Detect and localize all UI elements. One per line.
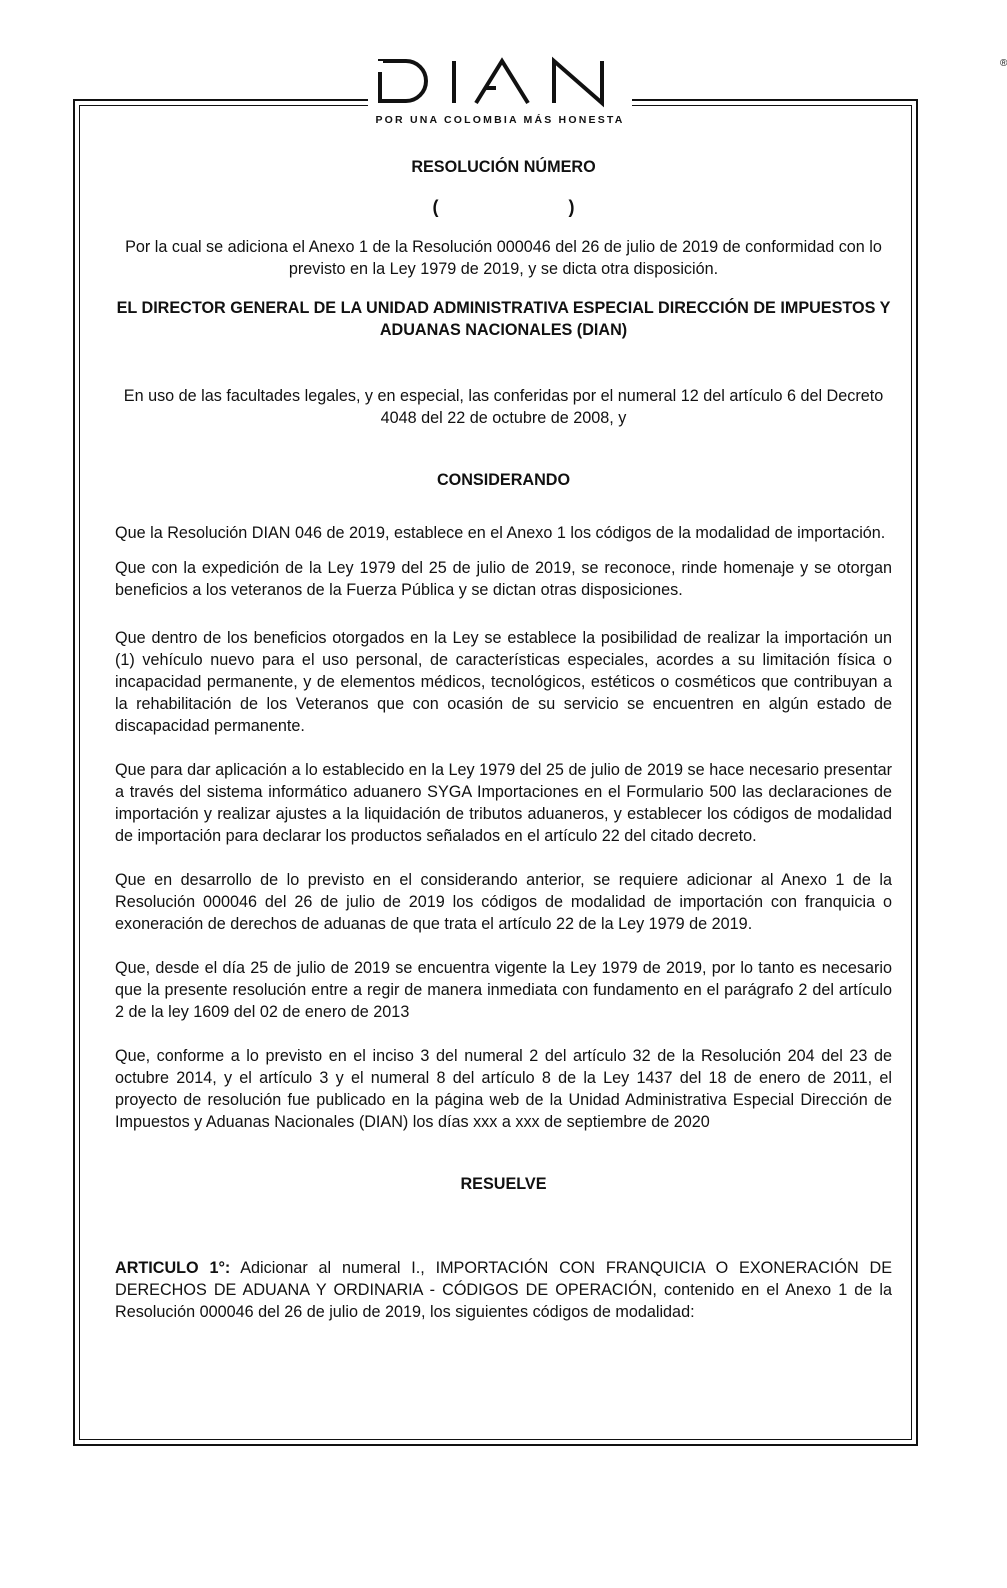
article-1-label: ARTICULO 1°:: [115, 1259, 231, 1277]
resolves-title: RESUELVE: [460, 1175, 547, 1193]
dian-wordmark-icon: [376, 58, 632, 106]
issuing-authority: EL DIRECTOR GENERAL DE LA UNIDAD ADMINISTRATIVA ESPECIAL DIRECCIÓN DE IMPUESTOS Y ADUANAS NACIONALES (DIAN): [116, 299, 891, 339]
consideration-5: Que en desarrollo de lo previsto en el considerando anterior, se requiere adicionar al Anexo 1 de la Resolución 000046 del 26 de julio de 2019 los códigos de modalidad de importación con franquicia o exoneración de derechos de aduanas de que trata el artículo 22 de la Ley 1979 de 2019.: [115, 871, 892, 933]
consideration-7: Que, conforme a lo previsto en el inciso 3 del numeral 2 del artículo 32 de la Resolución 204 del 23 de octubre 2014, y el artículo 3 y el numeral 8 del artículo 8 de la Ley 1437 del 18 de enero de 2011, el proyecto de resolución fue publicado en la página web de la Unidad Administrativa Especial Dirección de Impuestos y Aduanas Nacionales (DIAN) los días xxx a xxx de septiembre de 2020: [115, 1047, 892, 1131]
legal-powers: En uso de las facultades legales, y en especial, las conferidas por el numeral 12 del artículo 6 del Decreto 4048 del 22 de octubre de 2008, y: [123, 387, 884, 427]
resolution-label: RESOLUCIÓN NÚMERO: [411, 158, 596, 176]
registered-mark: ®: [1000, 58, 1007, 69]
article-1-text: Adicionar al numeral I., IMPORTACIÓN CON FRANQUICIA O EXONERACIÓN DE DERECHOS DE ADUANA Y ORDINARIA - CÓDIGOS DE OPERACIÓN, contenido en el Anexo 1 de la Resolución 000046 del 26 de julio de 2019, los siguientes códigos de modalidad:: [115, 1259, 892, 1321]
document-body: [115, 150, 892, 1323]
article-1: [115, 1257, 892, 1323]
consideration-3: Que dentro de los beneficios otorgados en la Ley se establece la posibilidad de realizar la importación un (1) vehículo nuevo para el uso personal, de características especiales, acordes a su limitación física o incapacidad permanente, y de elementos médicos, tecnológicos, estéticos o cosméticos que contribuyan a la rehabilitación de los Veteranos que con ocasión de su servicio se encuentren en algún estado de discapacidad permanente.: [115, 629, 892, 735]
resolution-subject: Por la cual se adiciona el Anexo 1 de la Resolución 000046 del 26 de julio de 2019 de conformidad con lo previsto en la Ley 1979 de 2019, y se dicta otra disposición.: [125, 238, 882, 278]
paren-close: ): [568, 197, 575, 217]
consideration-6: Que, desde el día 25 de julio de 2019 se encuentra vigente la Ley 1979 de 2019, por lo tanto es necesario que la presente resolución entre a regir de manera inmediata con fundamento en el parágrafo 2 del artículo 2 de la ley 1609 del 02 de enero de 2013: [115, 959, 892, 1021]
paren-open: (: [432, 197, 439, 217]
consideration-1: Que la Resolución DIAN 046 de 2019, establece en el Anexo 1 los códigos de la modalidad de importación.: [115, 524, 886, 542]
considering-title: CONSIDERANDO: [436, 471, 571, 489]
consideration-4: Que para dar aplicación a lo establecido en la Ley 1979 del 25 de julio de 2019 se hace necesario presentar a través del sistema informático aduanero SYGA Importaciones en el Formulario 500 las declaraciones de importación y realizar ajustes a la liquidación de tributos aduaneros, y establecer los códigos de modalidad de importación para declarar los productos señalados en el artículo 22 del citado decreto.: [115, 761, 892, 845]
resolution-number-parens: [115, 196, 892, 218]
consideration-2: Que con la expedición de la Ley 1979 del 25 de julio de 2019, se reconoce, rinde homenaje y se otorgan beneficios a los veteranos de la Fuerza Pública y se dictan otras disposiciones.: [115, 559, 892, 599]
slogan: POR UNA COLOMBIA MÁS HONESTA: [375, 114, 625, 126]
dian-logo-mark: [376, 58, 1007, 106]
